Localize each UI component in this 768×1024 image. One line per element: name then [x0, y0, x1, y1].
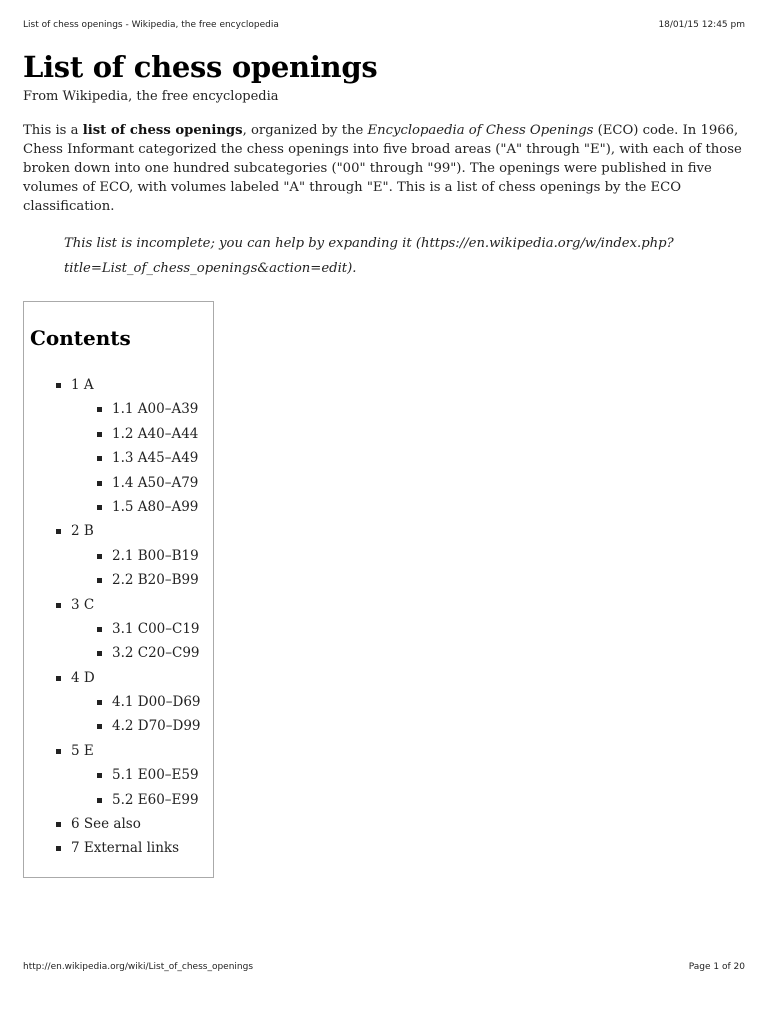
- toc-subitem[interactable]: [24, 568, 213, 592]
- bullet-icon: [97, 578, 102, 583]
- print-footer: [23, 962, 745, 972]
- toc-subitem[interactable]: [24, 495, 213, 519]
- toc-title: Contents: [30, 326, 131, 350]
- bullet-icon: [56, 529, 61, 534]
- bullet-icon: [97, 554, 102, 559]
- bullet-icon: [97, 407, 102, 412]
- print-header-title: List of chess openings - Wikipedia, the free encyclopedia: [23, 20, 279, 30]
- toc-sublink[interactable]: 5.2 E60–E99: [112, 791, 199, 808]
- intro-italic-title: Encyclopaedia of Chess Openings: [367, 123, 594, 138]
- bullet-icon: [56, 822, 61, 827]
- toc-link[interactable]: 7 External links: [71, 840, 180, 857]
- bullet-icon: [97, 627, 102, 632]
- toc-sublink[interactable]: 1.3 A45–A49: [112, 450, 199, 467]
- table-of-contents: [23, 301, 214, 878]
- toc-link[interactable]: 2 B: [71, 523, 94, 540]
- print-footer-page: Page 1 of 20: [688, 962, 745, 972]
- bullet-icon: [56, 846, 61, 851]
- toc-subitem[interactable]: [24, 446, 213, 470]
- toc-link[interactable]: 5 E: [71, 742, 94, 759]
- toc-item[interactable]: [24, 812, 213, 836]
- toc-sublink[interactable]: 3.2 C20–C99: [112, 645, 200, 662]
- toc-sublink[interactable]: 2.2 B20–B99: [112, 572, 199, 589]
- toc-sublink[interactable]: 1.2 A40–A44: [112, 425, 199, 442]
- page-tagline: From Wikipedia, the free encyclopedia: [23, 89, 279, 104]
- intro-text-1: This is a: [23, 123, 83, 138]
- page-title: List of chess openings: [23, 50, 378, 84]
- toc-subitem[interactable]: [24, 641, 213, 665]
- print-footer-url: http://en.wikipedia.org/wiki/List_of_chess_openings: [23, 962, 254, 972]
- toc-sublink[interactable]: 4.1 D00–D69: [112, 694, 201, 711]
- toc-subitem[interactable]: [24, 617, 213, 641]
- toc-subitem[interactable]: [24, 471, 213, 495]
- intro-text-3: (ECO) code. In 1966, Chess Informant categorized the chess openings into five broad areas ("A" through "E"), with each of those broken down into one hundred subcategories ("00" through "99"). The openings were published in five volumes of ECO, with volumes labeled "A" through "E". This is a list of chess openings by the ECO classification.: [23, 123, 742, 214]
- toc-list: [24, 373, 213, 861]
- bullet-icon: [97, 724, 102, 729]
- bullet-icon: [97, 481, 102, 486]
- toc-item[interactable]: [24, 836, 213, 860]
- toc-item[interactable]: [24, 739, 213, 763]
- incomplete-list-note: This list is incomplete; you can help by expanding it (https://en.wikipedia.org/w/index.php?title=List_of_chess_openings&action=edit).: [64, 236, 674, 276]
- toc-sublink[interactable]: 5.1 E00–E59: [112, 767, 199, 784]
- toc-subitem[interactable]: [24, 544, 213, 568]
- intro-paragraph: [23, 121, 747, 216]
- toc-subitem[interactable]: [24, 422, 213, 446]
- toc-subitem[interactable]: [24, 714, 213, 738]
- bullet-icon: [97, 700, 102, 705]
- toc-link[interactable]: 3 C: [71, 596, 95, 613]
- toc-item[interactable]: [24, 373, 213, 397]
- toc-link[interactable]: 1 A: [71, 377, 94, 393]
- bullet-icon: [56, 603, 61, 608]
- bullet-icon: [97, 456, 102, 461]
- toc-link[interactable]: 6 See also: [71, 816, 141, 833]
- toc-link[interactable]: 4 D: [71, 669, 95, 686]
- bullet-icon: [97, 798, 102, 803]
- bullet-icon: [56, 749, 61, 754]
- toc-sublink[interactable]: 2.1 B00–B19: [112, 547, 199, 564]
- bullet-icon: [97, 773, 102, 778]
- toc-sublink[interactable]: 1.5 A80–A99: [112, 498, 199, 515]
- toc-sublink[interactable]: 4.2 D70–D99: [112, 718, 201, 735]
- toc-subitem[interactable]: [24, 763, 213, 787]
- toc-subitem[interactable]: [24, 690, 213, 714]
- toc-item[interactable]: [24, 593, 213, 617]
- print-header-datetime: 18/01/15 12:45 pm: [658, 20, 745, 30]
- bullet-icon: [97, 505, 102, 510]
- toc-sublink[interactable]: 3.1 C00–C19: [112, 620, 200, 637]
- intro-bold-term: list of chess openings: [82, 123, 243, 138]
- bullet-icon: [97, 651, 102, 656]
- toc-subitem[interactable]: [24, 397, 213, 421]
- bullet-icon: [56, 676, 61, 681]
- toc-item[interactable]: [24, 519, 213, 543]
- toc-item[interactable]: [24, 666, 213, 690]
- toc-sublink[interactable]: 1.1 A00–A39: [112, 401, 199, 418]
- toc-sublink[interactable]: 1.4 A50–A79: [112, 474, 199, 491]
- toc-subitem[interactable]: [24, 788, 213, 812]
- intro-text-2: , organized by the: [242, 123, 368, 138]
- print-header: [23, 20, 745, 30]
- bullet-icon: [97, 432, 102, 437]
- bullet-icon: [56, 383, 61, 388]
